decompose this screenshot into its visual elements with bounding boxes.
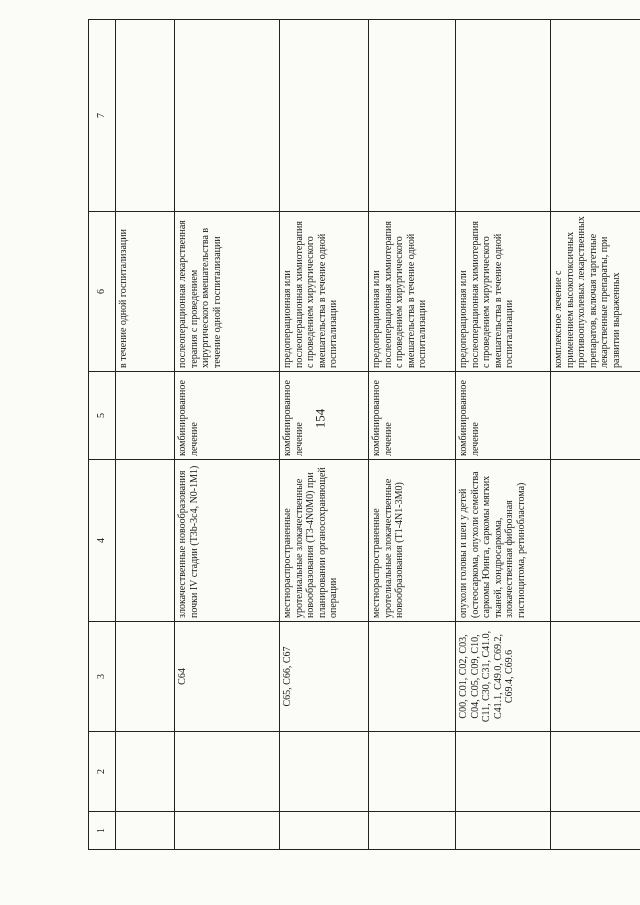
cell-treatment-type: комбинированное лечение [456, 372, 551, 460]
header-row [89, 20, 116, 850]
cell-treatment-method: комплексное лечение с применением высокотоксичных противоопухолевых лекарственных препаратов, включая таргетные лекарственные препараты, при развитии выраженных [551, 212, 640, 372]
cell-diagnosis-codes: C00, C01, C02, C03, C04, C05, C09, C10, C11, C30, C31, C41.0, C41.1, C49.0, C69.2, C69.4, C69.6 [456, 622, 551, 732]
cell-col2 [369, 732, 456, 812]
cell-col2 [116, 732, 175, 812]
cell-patient-model [116, 460, 175, 622]
cell-patient-model: местнораспространенные уротелиальные злокачественные новообразования (T1-4N1-3M0) [369, 460, 456, 622]
cell-col1 [456, 812, 551, 850]
cell-diagnosis-codes [551, 622, 640, 732]
table-row [116, 20, 175, 850]
table-row [456, 20, 551, 850]
cell-patient-model: местнораспространенные уротелиальные злокачественные новообразования (T3-4N0M0) при планировании органосохраняющей операции [280, 460, 369, 622]
cell-treatment-type: комбинированное лечение [369, 372, 456, 460]
cell-diagnosis-codes: C65, C66, C67 [280, 622, 369, 732]
cell-col7 [456, 20, 551, 212]
col-header-2: 2 [89, 732, 116, 812]
cell-col7 [369, 20, 456, 212]
cell-treatment-method: в течение одной госпитализации [116, 212, 175, 372]
col-header-5: 5 [89, 372, 116, 460]
col-header-3: 3 [89, 622, 116, 732]
cell-patient-model [551, 460, 640, 622]
rotated-page [88, 20, 622, 850]
table-row [369, 20, 456, 850]
cell-col1 [369, 812, 456, 850]
cell-diagnosis-codes: C64 [175, 622, 280, 732]
col-header-1: 1 [89, 812, 116, 850]
cell-treatment-type: комбинированное лечение [280, 372, 369, 460]
cell-treatment-type: комбинированное лечение [175, 372, 280, 460]
cell-col2 [175, 732, 280, 812]
cell-col7 [551, 20, 640, 212]
cell-diagnosis-codes [369, 622, 456, 732]
cell-col7 [116, 20, 175, 212]
cell-treatment-method: послеоперационная лекарственная терапия с проведением хирургического вмешательства в течение одной госпитализации [175, 212, 280, 372]
cell-treatment-method: предоперационная или послеоперационная химиотерапия с проведением хирургического вмешательства в течение одной госпитализации [369, 212, 456, 372]
cell-col1 [116, 812, 175, 850]
cell-treatment-method: предоперационная или послеоперационная химиотерапия с проведением хирургического вмешательства в течение одной госпитализации [280, 212, 369, 372]
table-row [175, 20, 280, 850]
table-row [280, 20, 369, 850]
page-number: 154 [312, 408, 328, 429]
cell-col1 [280, 812, 369, 850]
cell-treatment-method: предоперационная или послеоперационная химиотерапия с проведением хирургического вмешательства в течение одной госпитализации [456, 212, 551, 372]
cell-treatment-type [116, 372, 175, 460]
cell-col2 [551, 732, 640, 812]
cell-col2 [456, 732, 551, 812]
col-header-6: 6 [89, 212, 116, 372]
cell-treatment-type [551, 372, 640, 460]
cell-patient-model: злокачественные новообразования почки IV стадии (T3b-3c4, N0-1M1) [175, 460, 280, 622]
col-header-4: 4 [89, 460, 116, 622]
treatment-table [88, 19, 640, 850]
table-row [551, 20, 640, 850]
cell-diagnosis-codes [116, 622, 175, 732]
cell-col2 [280, 732, 369, 812]
cell-col7 [175, 20, 280, 212]
col-header-7: 7 [89, 20, 116, 212]
cell-col1 [551, 812, 640, 850]
cell-patient-model: опухоли головы и шеи у детей (остеосаркома, опухоли семейства саркомы Юинга, саркомы мягких тканей, хондросаркома, злокачественная фиброзная гистиоцитома, ретинобластома) [456, 460, 551, 622]
cell-col7 [280, 20, 369, 212]
cell-col1 [175, 812, 280, 850]
